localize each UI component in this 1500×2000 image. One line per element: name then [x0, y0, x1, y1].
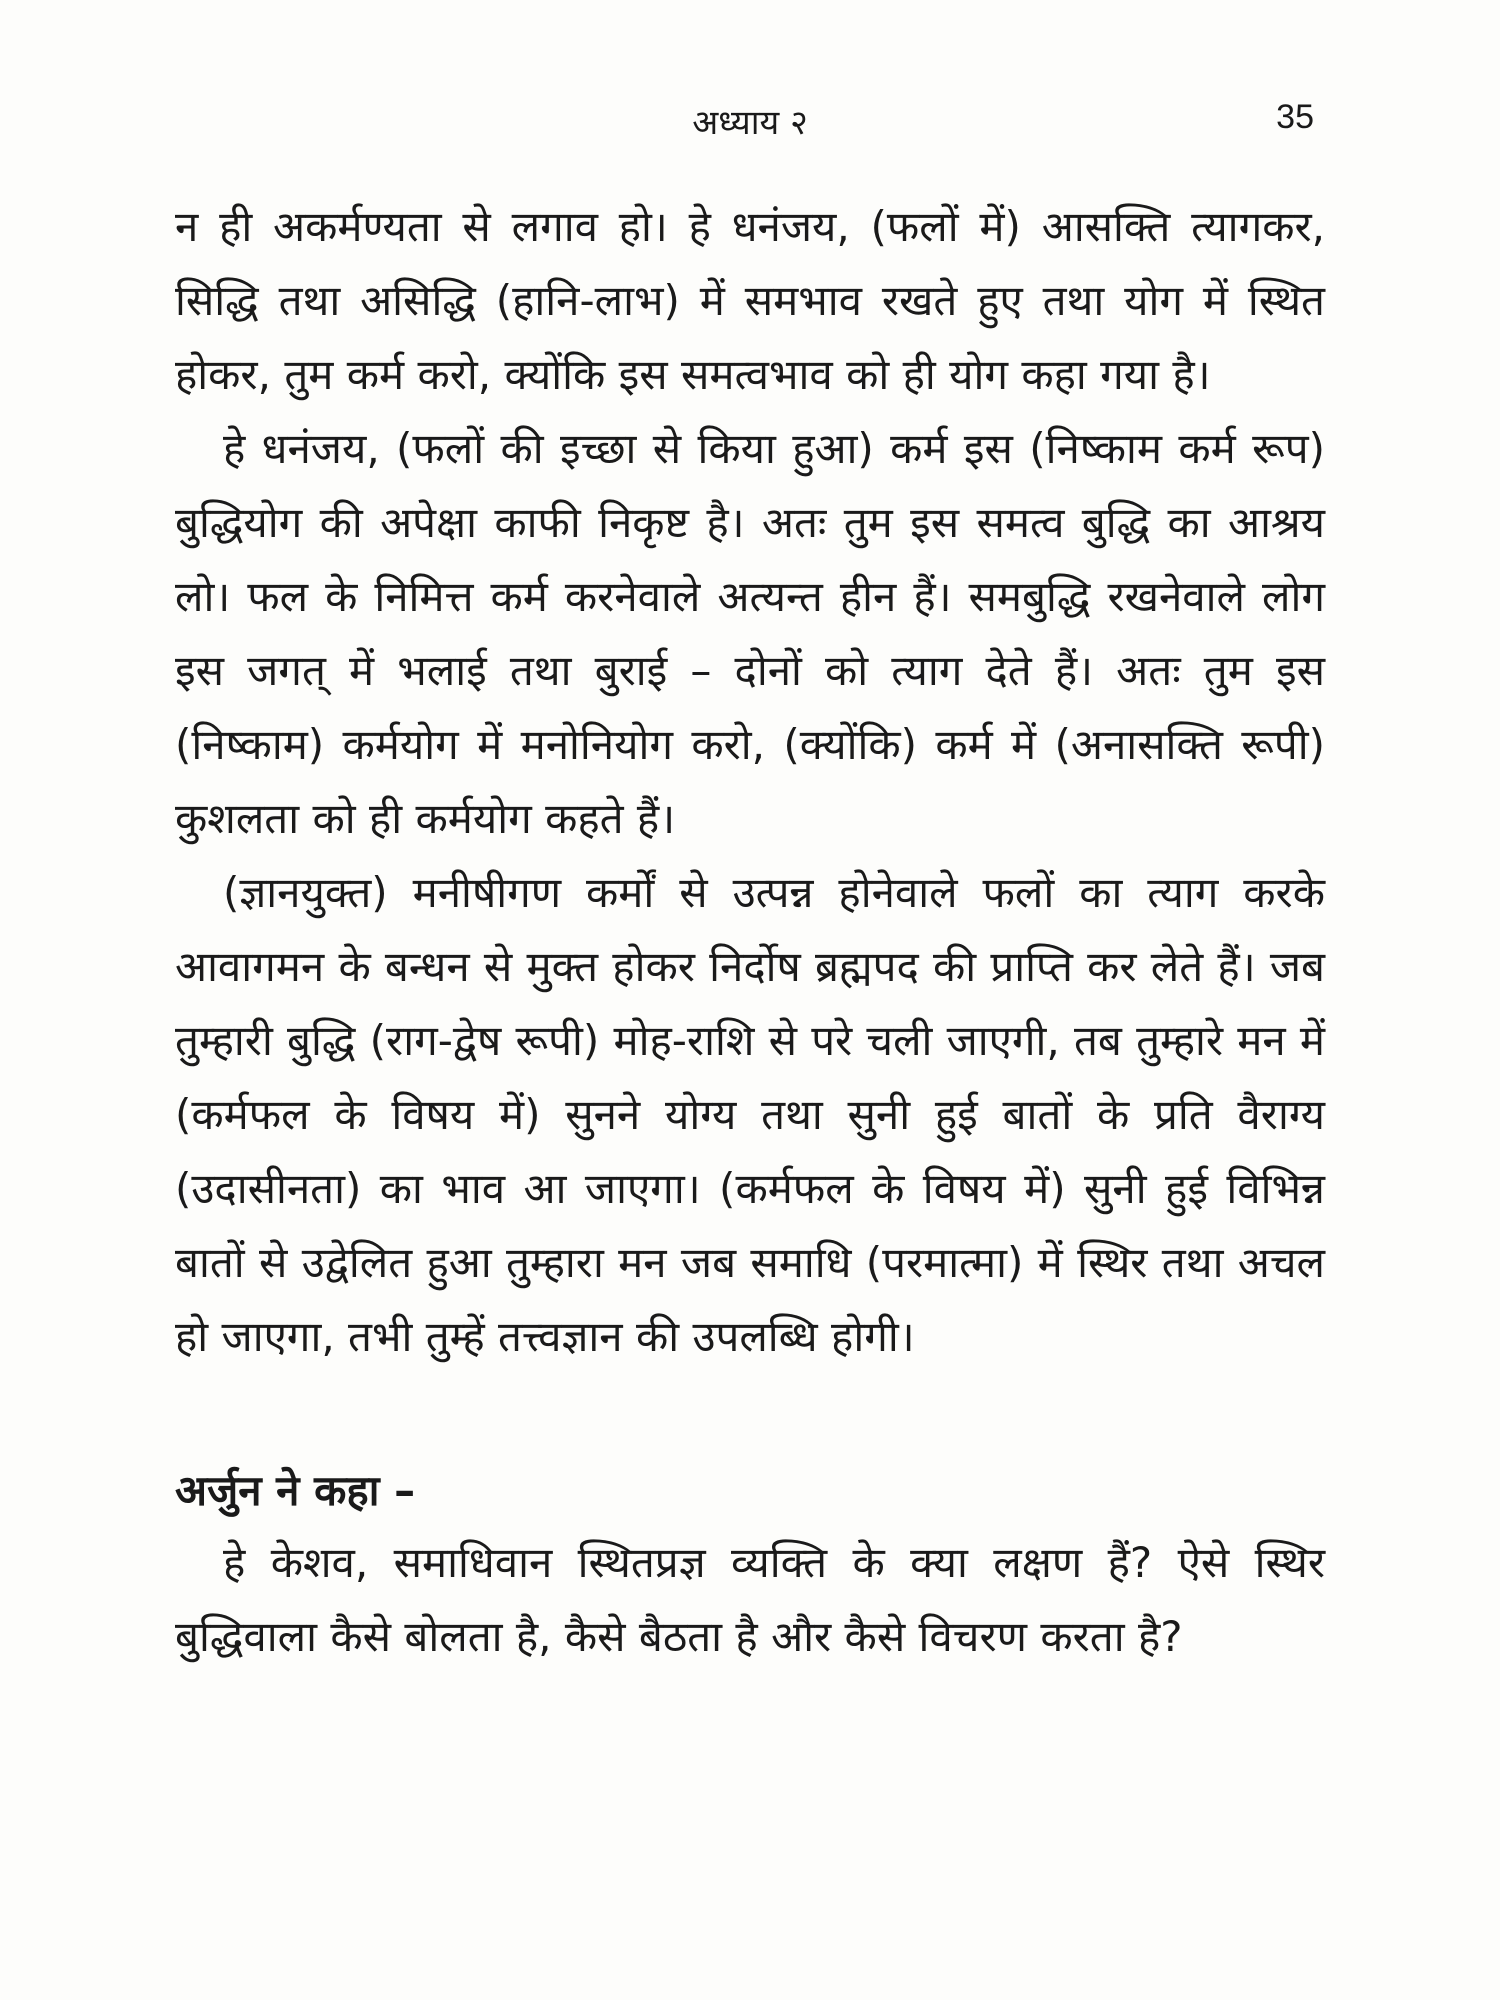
- chapter-title: अध्याय २: [692, 103, 808, 143]
- page-body: [175, 190, 1325, 1674]
- paragraph-1: न ही अकर्मण्यता से लगाव हो। हे धनंजय, (फलों में) आसक्ति त्यागकर, सिद्धि तथा असिद्धि (हानि-लाभ) में समभाव रखते हुए तथा योग में स्थित होकर, तुम कर्म करो, क्योंकि इस समत्वभाव को ही योग कहा गया है।: [175, 202, 1325, 399]
- page-number: 35: [1276, 98, 1314, 136]
- paragraph-3: (ज्ञानयुक्त) मनीषीगण कर्मों से उत्पन्न होनेवाले फलों का त्याग करके आवागमन के बन्धन से मुक्त होकर निर्दोष ब्रह्मपद की प्राप्ति कर लेते हैं। जब तुम्हारी बुद्धि (राग-द्वेष रूपी) मोह-राशि से परे चली जाएगी, तब तुम्हारे मन में (कर्मफल के विषय में) सुनने योग्य तथा सुनी हुई बातों के प्रति वैराग्य (उदासीनता) का भाव आ जाएगा। (कर्मफल के विषय में) सुनी हुई विभिन्न बातों से उद्वेलित हुआ तुम्हारा मन जब समाधि (परमात्मा) में स्थिर तथा अचल हो जाएगा, तभी तुम्हें तत्त्वज्ञान की उपलब्धि होगी।: [175, 868, 1325, 1361]
- paragraph-2: हे धनंजय, (फलों की इच्छा से किया हुआ) कर्म इस (निष्काम कर्म रूप) बुद्धियोग की अपेक्षा काफी निकृष्ट है। अतः तुम इस समत्व बुद्धि का आश्रय लो। फल के निमित्त कर्म करनेवाले अत्यन्त हीन हैं। समबुद्धि रखनेवाले लोग इस जगत् में भलाई तथा बुराई – दोनों को त्याग देते हैं। अतः तुम इस (निष्काम) कर्मयोग में मनोनियोग करो, (क्योंकि) कर्म में (अनासक्ति रूपी) कुशलता को ही कर्मयोग कहते हैं।: [175, 424, 1325, 843]
- section-heading: अर्जुन ने कहा –: [175, 1466, 416, 1515]
- running-header: [0, 92, 1500, 152]
- section-paragraph: हे केशव, समाधिवान स्थितप्रज्ञ व्यक्ति के क्या लक्षण हैं? ऐसे स्थिर बुद्धिवाला कैसे बोलता है, कैसे बैठता है और कैसे विचरण करता है?: [175, 1538, 1325, 1661]
